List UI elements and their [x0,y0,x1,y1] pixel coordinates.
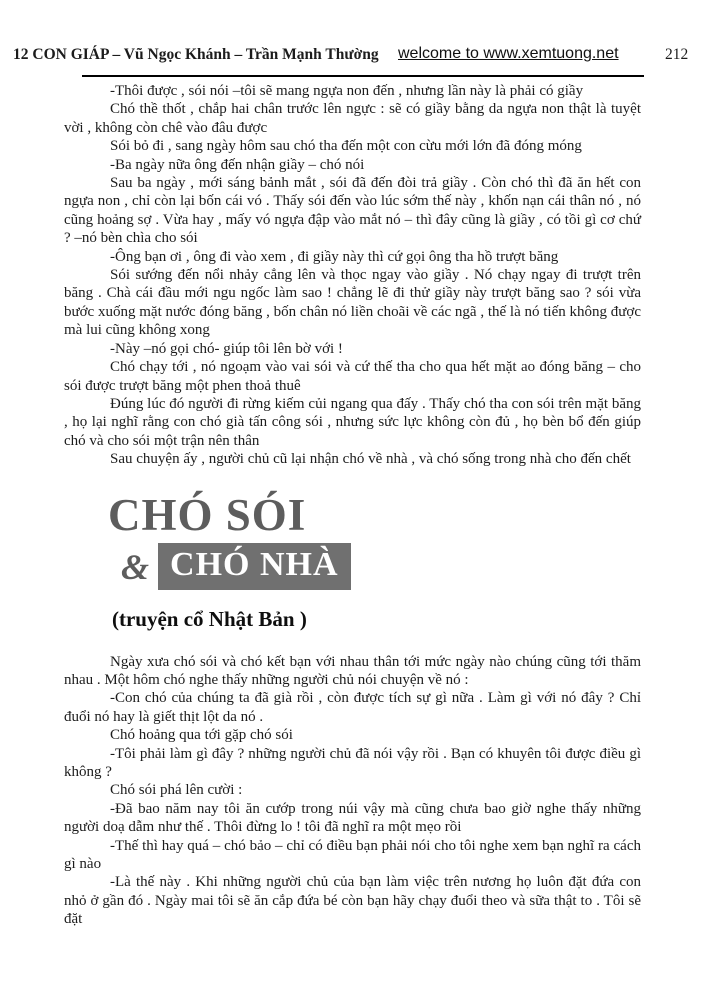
paragraph: Sau ba ngày , mới sáng bảnh mắt , sói đã đến đòi trả giầy . Còn chó thì đã ăn hết con ngựa non , chỉ còn lại bốn cái vó . Thấy sói đến vào lúc sớm thế này , khốn nạn cái thân nó , nó cũng hoảng sợ . Vừa hay , mấy vó ngựa đập vào mắt nó – thì đây cũng là giầy , có tồi gì cơ chứ ? –nó bèn chìa cho sói [64,175,641,247]
paragraph: -Đã bao năm nay tôi ăn cướp trong núi vậy mà cũng chưa bao giờ nghe thấy những người doạ dẫm như thế . Thôi đừng lo ! tôi đã nghĩ ra một mẹo rồi [64,800,641,836]
page-number: 212 [665,46,689,63]
paragraph: Sói sướng đến nổi nhảy cẳng lên và thọc ngay vào giầy . Nó chạy ngay đi trượt trên băng . Chà cái đầu mới ngu ngốc làm sao ! chẳng lẽ đi thử giầy này trượt băng sao ? sói vừa bước xuống mặt nước đóng băng , bốn chân nó liền choãi về các ngã , thế là nó tiến không được mà lui cũng không xong [64,267,641,339]
paragraph: -Là thế này . Khi những người chủ của bạn làm việc trên nương họ luôn đặt đứa con nhỏ ở gần đó . Ngày mai tôi sẽ ăn cắp đứa bé còn bạn hãy chạy đuổi theo và sữa thật to . Tôi sẽ đặt [64,874,641,928]
paragraph: -Ba ngày nữa ông đến nhận giầy – chó nói [110,156,365,173]
paragraph: -Này –nó gọi chó- giúp tôi lên bờ với ! [110,340,343,357]
story-title-block [64,489,641,633]
paragraph: Sói bỏ đi , sang ngày hôm sau chó tha đến một con cừu mới lớn đã đóng móng [110,138,582,155]
header-divider [82,75,644,77]
paragraph: -Tôi phải làm gì đây ? những người chủ đã nói vậy rồi . Bạn có khuyên tôi được điều gì không ? [64,745,641,780]
story-title-highlight: CHÓ NHÀ [158,543,351,590]
paragraph: Chó thề thốt , chắp hai chân trước lên ngực : sẽ có giầy bằng da ngựa non thật là tuyệt vời , không còn chê vào đâu được [64,101,641,136]
paragraph: -Ông bạn ơi , ông đi vào xem , đi giầy này thì cứ gọi ông tha hồ trượt băng [110,248,559,265]
story-title-line1: CHÓ SÓI [108,489,307,540]
ampersand: & [121,546,150,587]
paragraph: Đúng lúc đó người đi rừng kiếm củi ngang qua đấy . Thấy chó tha con sói trên mặt băng , họ lại nghĩ rằng con chó già tấn công sói , nhưng sức lực không còn đủ , họ bèn bổ đến giúp chó và cho sói một trận nên thân [64,395,641,449]
paragraph: Sau chuyện ấy , người chủ cũ lại nhận chó về nhà , và chó sống trong nhà cho đến chết [110,451,631,468]
page-header [0,44,702,66]
story-title-line2 [121,543,641,590]
paragraph: -Thôi được , sói nói –tôi sẽ mang ngựa non đến , nhưng lần này là phải có giầy [110,83,584,99]
paragraph: Chó chạy tới , nó ngoạm vào vai sói và cứ thế tha cho qua hết mặt ao đóng băng – cho sói được trượt băng một phen thoả thuê [64,359,641,394]
book-title: 12 CON GIÁP – Vũ Ngọc Khánh – Trần Mạnh Thường [13,46,379,63]
site-link[interactable]: welcome to www.xemtuong.net [398,45,619,62]
paragraph: -Con chó của chúng ta đã già rồi , còn được tích sự gì nữa . Làm gì với nó đây ? Chỉ đuổi nó hay là giết thịt lột da nó . [64,690,641,725]
paragraph: Chó sói phá lên cười : [110,782,243,799]
paragraph: -Thế thì hay quá – chó bảo – chỉ có điều bạn phải nói cho tôi nghe xem bạn nghĩ ra cách gì nào [64,837,641,872]
page-content [64,82,641,929]
paragraph: Ngày xưa chó sói và chó kết bạn với nhau thân tới mức ngày nào chúng cũng tới thăm nhau . Một hôm chó nghe thấy những người chủ nói chuyện về nó : [64,653,641,688]
paragraph: Chó hoảng qua tới gặp chó sói [110,727,293,744]
story-subtitle: (truyện cổ Nhật Bản ) [112,607,307,632]
